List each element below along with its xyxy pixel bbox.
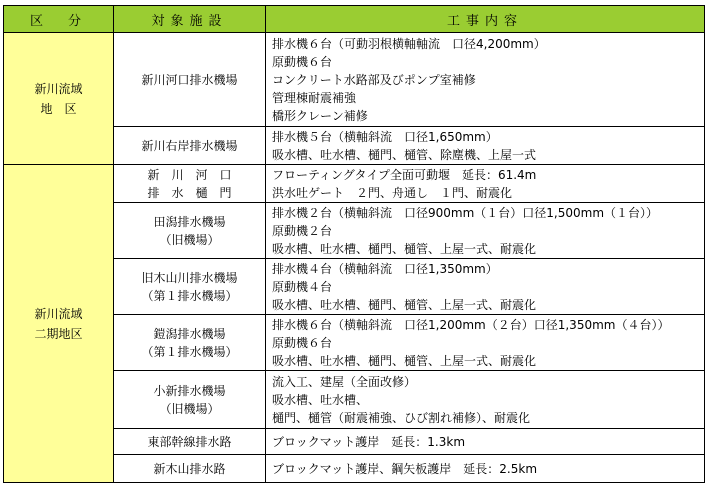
facility-line: 排 水 樋 門 xyxy=(147,185,232,200)
content-cell xyxy=(266,315,705,371)
header-facility: 対象施設 xyxy=(114,6,266,33)
content-line: 樋門、樋管（耐震補強、ひび割れ補修）、耐震化 xyxy=(272,410,531,425)
content-line: 原動機６台 xyxy=(272,54,333,69)
content-line: 排水機５台（横軸斜流 口径1,650mm） xyxy=(272,129,498,144)
content-line: コンクリート水路部及びポンプ室補修 xyxy=(272,72,476,87)
content-line: フローティングタイプ全面可動堰 延長：61.4m xyxy=(272,167,537,182)
content-cell xyxy=(266,259,705,315)
region-line: 新川流域 xyxy=(34,306,83,321)
content-line: ブロックマット護岸 延長：1.3km xyxy=(272,434,466,449)
facility-line: 鎧潟排水機場 xyxy=(153,326,226,341)
content-cell xyxy=(266,371,705,429)
facility-cell xyxy=(114,315,266,371)
content-cell xyxy=(266,165,705,203)
content-line: 管理棟耐震補強 xyxy=(272,90,357,105)
content-line: 橋形クレーン補修 xyxy=(272,108,368,123)
facility-cell xyxy=(114,127,266,165)
facility-cell xyxy=(114,455,266,483)
facility-line: 東部幹線排水路 xyxy=(147,434,232,449)
content-line: 排水機６台（横軸斜流 口径1,200mm（２台）口径1,350mm（４台）） xyxy=(272,317,670,332)
content-line: 吸水槽、吐水槽、樋門、樋管、上屋一式、耐震化 xyxy=(272,353,537,368)
header-region: 区 分 xyxy=(4,6,114,33)
content-line: 原動機４台 xyxy=(272,279,333,294)
content-line: 排水機４台（横軸斜流 口径1,350mm） xyxy=(272,261,498,276)
content-cell xyxy=(266,455,705,483)
content-cell xyxy=(266,429,705,455)
facility-cell xyxy=(114,371,266,429)
content-line: 吸水槽、吐水槽、樋門、樋管、除塵機、上屋一式 xyxy=(272,147,537,162)
header-row xyxy=(4,6,705,33)
content-cell xyxy=(266,203,705,259)
header-content: 工事内容 xyxy=(266,6,705,33)
facility-line: 小新排水機場 xyxy=(153,383,226,398)
facility-line: 新 川 河 口 xyxy=(147,167,232,182)
facility-line: 新木山排水路 xyxy=(153,461,226,476)
content-line: 吸水槽、吐水槽、 xyxy=(272,392,369,407)
region-line: 地 区 xyxy=(40,101,77,116)
facility-cell xyxy=(114,259,266,315)
facility-line: （旧機場） xyxy=(159,232,220,247)
content-line: 吸水槽、吐水槽、樋門、樋管、上屋一式、耐震化 xyxy=(272,241,537,256)
table-row xyxy=(4,165,705,203)
content-line: 洪水吐ゲート ２門、舟通し １門、耐震化 xyxy=(272,185,513,200)
facility-line: 新川右岸排水機場 xyxy=(141,138,238,153)
facility-cell xyxy=(114,165,266,203)
region-line: 二期地区 xyxy=(34,326,83,341)
content-line: 原動機２台 xyxy=(272,223,333,238)
region-line: 新川流域 xyxy=(34,81,83,96)
facility-cell xyxy=(114,203,266,259)
table-row xyxy=(4,33,705,127)
facility-line: 新川河口排水機場 xyxy=(141,72,238,87)
content-cell xyxy=(266,33,705,127)
content-line: ブロックマット護岸、鋼矢板護岸 延長：2.5km xyxy=(272,461,538,476)
facility-line: （旧機場） xyxy=(159,401,220,416)
content-cell xyxy=(266,127,705,165)
content-line: 排水機２台（横軸斜流 口径900mm（１台）口径1,500mm（１台）） xyxy=(272,205,659,220)
facility-line: 田潟排水機場 xyxy=(153,214,226,229)
region-cell xyxy=(4,165,114,483)
content-line: 流入工、建屋（全面改修） xyxy=(272,374,417,389)
facility-cell xyxy=(114,33,266,127)
facility-cell xyxy=(114,429,266,455)
facility-line: （第１排水機場） xyxy=(141,344,238,359)
region-cell xyxy=(4,33,114,165)
facility-line: （第１排水機場） xyxy=(141,288,238,303)
content-line: 排水機６台（可動羽根横軸軸流 口径4,200mm） xyxy=(272,36,546,51)
content-line: 原動機６台 xyxy=(272,335,333,350)
facility-line: 旧木山川排水機場 xyxy=(141,270,238,285)
content-line: 吸水槽、吐水槽、樋門、樋管、上屋一式、耐震化 xyxy=(272,297,537,312)
construction-table xyxy=(3,5,705,483)
